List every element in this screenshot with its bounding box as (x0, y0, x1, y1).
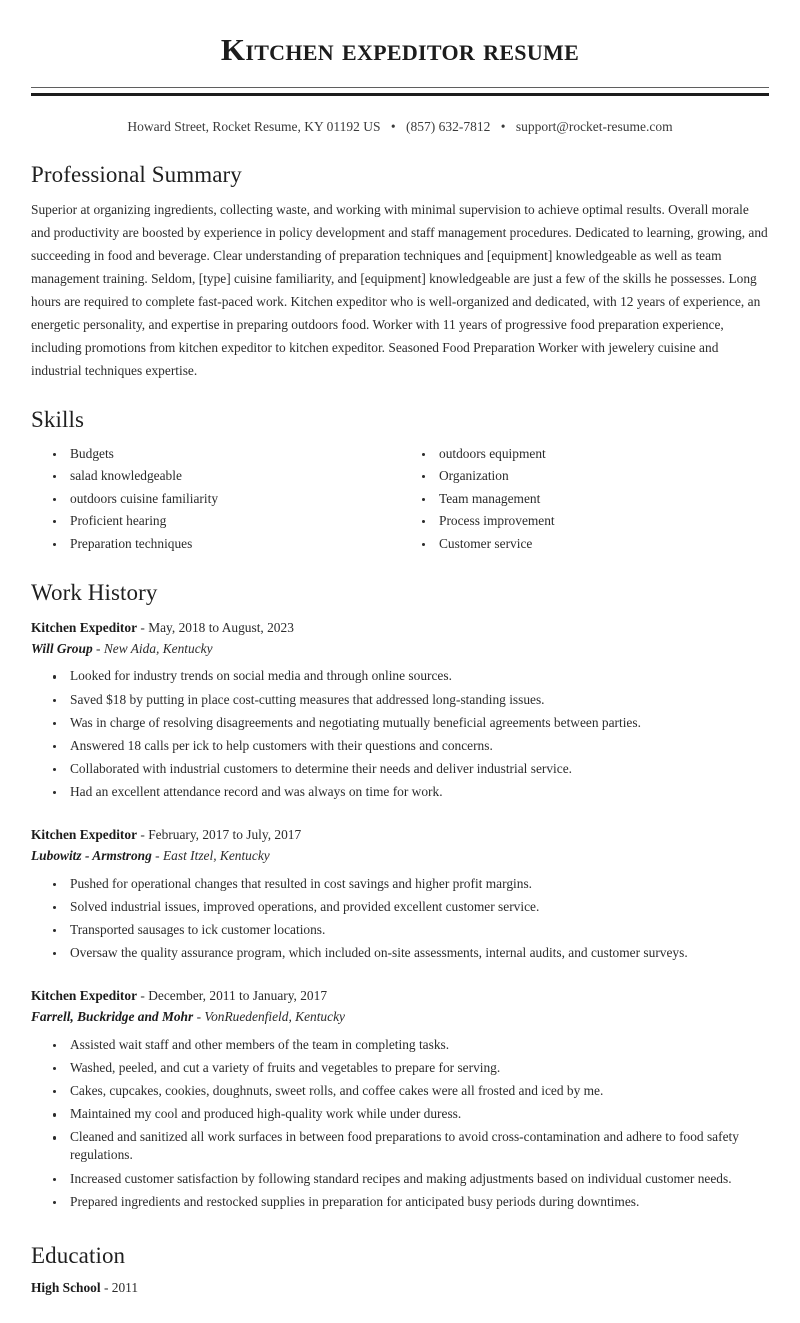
job-title-line (31, 825, 769, 846)
list-item: Answered 18 calls per ick to help customers with their questions and concerns. (70, 737, 769, 760)
job-title-dash: - (140, 988, 145, 1004)
job-company-line (31, 1007, 769, 1028)
list-item: Process improvement (439, 512, 769, 535)
list-item: Collaborated with industrial customers to determine their needs and deliver industrial service. (70, 760, 769, 783)
work-history-entry (31, 806, 769, 967)
job-company: Will Group (31, 640, 93, 656)
list-item: Preparation techniques (70, 535, 400, 558)
job-bullets (31, 1028, 769, 1216)
job-company: Farrell, Buckridge and Mohr (31, 1009, 194, 1025)
header-divider (31, 87, 769, 96)
job-company-dash: - (96, 640, 101, 656)
skills-list-right (400, 445, 769, 558)
list-item: Maintained my cool and produced high-quality work while under duress. (70, 1105, 769, 1128)
list-item: Saved $18 by putting in place cost-cutting measures that addressed long-standing issues. (70, 691, 769, 714)
section-skills (31, 382, 769, 557)
skills-list-left (31, 445, 400, 558)
list-item: outdoors cuisine familiarity (70, 490, 400, 513)
list-item: Prepared ingredients and restocked supplies in preparation for anticipated busy periods during downtimes. (70, 1193, 769, 1216)
job-title-dash: - (140, 827, 145, 843)
job-company-dash: - (196, 1009, 202, 1025)
contact-separator-2: • (500, 118, 506, 134)
list-item: Budgets (70, 445, 400, 468)
section-heading-professional-summary: Professional Summary (31, 162, 242, 187)
job-title: Kitchen Expeditor (31, 827, 138, 843)
list-item: Was in charge of resolving disagreements and negotiating mutually beneficial agreements between parties. (70, 714, 769, 737)
contact-phone: (857) 632-7812 (406, 118, 491, 134)
work-history-entry (31, 967, 769, 1215)
list-item: Customer service (439, 535, 769, 558)
job-title-line (31, 986, 769, 1007)
list-item: salad knowledgeable (70, 467, 400, 490)
job-dates: May, 2018 to August, 2023 (148, 619, 294, 635)
job-title-line (31, 618, 769, 639)
list-item: Team management (439, 490, 769, 513)
job-location: East Itzel, Kentucky (162, 848, 270, 864)
section-heading-skills: Skills (31, 406, 85, 432)
job-title: Kitchen Expeditor (31, 619, 138, 635)
job-dates: December, 2011 to January, 2017 (148, 988, 328, 1004)
work-history-entry (31, 616, 769, 806)
job-title-dash: - (140, 619, 145, 635)
list-item: Increased customer satisfaction by following standard recipes and making adjustments based on individual customer needs. (70, 1170, 769, 1193)
education-entry (31, 1278, 769, 1299)
list-item: Oversaw the quality assurance program, which included on-site assessments, internal audits, and customer surveys. (70, 944, 769, 967)
list-item: Pushed for operational changes that resulted in cost savings and higher profit margins. (70, 875, 769, 898)
list-item: Cakes, cupcakes, cookies, doughnuts, sweet rolls, and coffee cakes were all frosted and iced by me. (70, 1082, 769, 1105)
section-education (31, 1216, 769, 1323)
professional-summary-text: Superior at organizing ingredients, collecting waste, and working with minimal supervision to achieve optimal results. Overall morale and productivity are boosted by experience in policy development and staff management procedures. Dedicated to learning, growing, and succeeding in food and beverage. Clear understanding of preparation techniques and [equipment] knowledgeable as well as team management training. Seldom, [type] cuisine familiarity, and [equipment] knowledgeable are just a few of the skills he possesses. Long hours are required to complete fast-paced work. Kitchen expeditor who is well-organized and dedicated, with 12 years of experience, an energetic personality, and expertise in preparing outdoors food. Worker with 11 years of progressive food preparation experience, including promotions from kitchen expeditor to kitchen expeditor. Seasoned Food Preparation Worker with jewelery cuisine and industrial techniques expertise. (31, 201, 768, 378)
section-professional-summary (31, 137, 769, 382)
list-item: Cleaned and sanitized all work surfaces in between food preparations to avoid cross-contamination and adhere to food safety regulations. (70, 1128, 769, 1169)
section-heading-work-history: Work History (31, 580, 158, 606)
list-item: Washed, peeled, and cut a variety of fruits and vegetables to prepare for serving. (70, 1059, 769, 1082)
job-title: Kitchen Expeditor (31, 988, 138, 1004)
education-school: High School (31, 1280, 101, 1296)
contact-line (31, 96, 769, 137)
skills-columns (31, 443, 769, 558)
list-item: Had an excellent attendance record and was always on time for work. (70, 783, 769, 806)
job-location: VonRuedenfield, Kentucky (204, 1009, 345, 1025)
education-dash: - (103, 1280, 109, 1296)
education-year: 2011 (111, 1280, 139, 1296)
skills-column-right (400, 445, 769, 558)
job-company-dash: - (155, 848, 160, 864)
section-work-history (31, 557, 769, 1216)
job-location: New Aida, Kentucky (103, 640, 213, 656)
list-item: Proficient hearing (70, 512, 400, 535)
list-item: Solved industrial issues, improved operations, and provided excellent customer service. (70, 898, 769, 921)
contact-email: support@rocket-resume.com (515, 118, 673, 134)
job-company: Lubowitz - Armstrong (31, 848, 152, 864)
contact-separator-1: • (390, 118, 396, 134)
list-item: Transported sausages to ick customer locations. (70, 921, 769, 944)
list-item: Assisted wait staff and other members of the team in completing tasks. (70, 1036, 769, 1059)
job-bullets (31, 867, 769, 968)
list-item: outdoors equipment (439, 445, 769, 468)
list-item: Looked for industry trends on social media and through online sources. (70, 667, 769, 690)
contact-address: Howard Street, Rocket Resume, KY 01192 US (127, 118, 381, 134)
job-company-line (31, 846, 769, 867)
job-company-line (31, 639, 769, 660)
job-bullets (31, 659, 769, 806)
job-dates: February, 2017 to July, 2017 (148, 827, 302, 843)
page-title: Kitchen expeditor resume (220, 32, 580, 67)
list-item: Organization (439, 467, 769, 490)
section-heading-education: Education (31, 1242, 126, 1268)
skills-column-left (31, 445, 400, 558)
